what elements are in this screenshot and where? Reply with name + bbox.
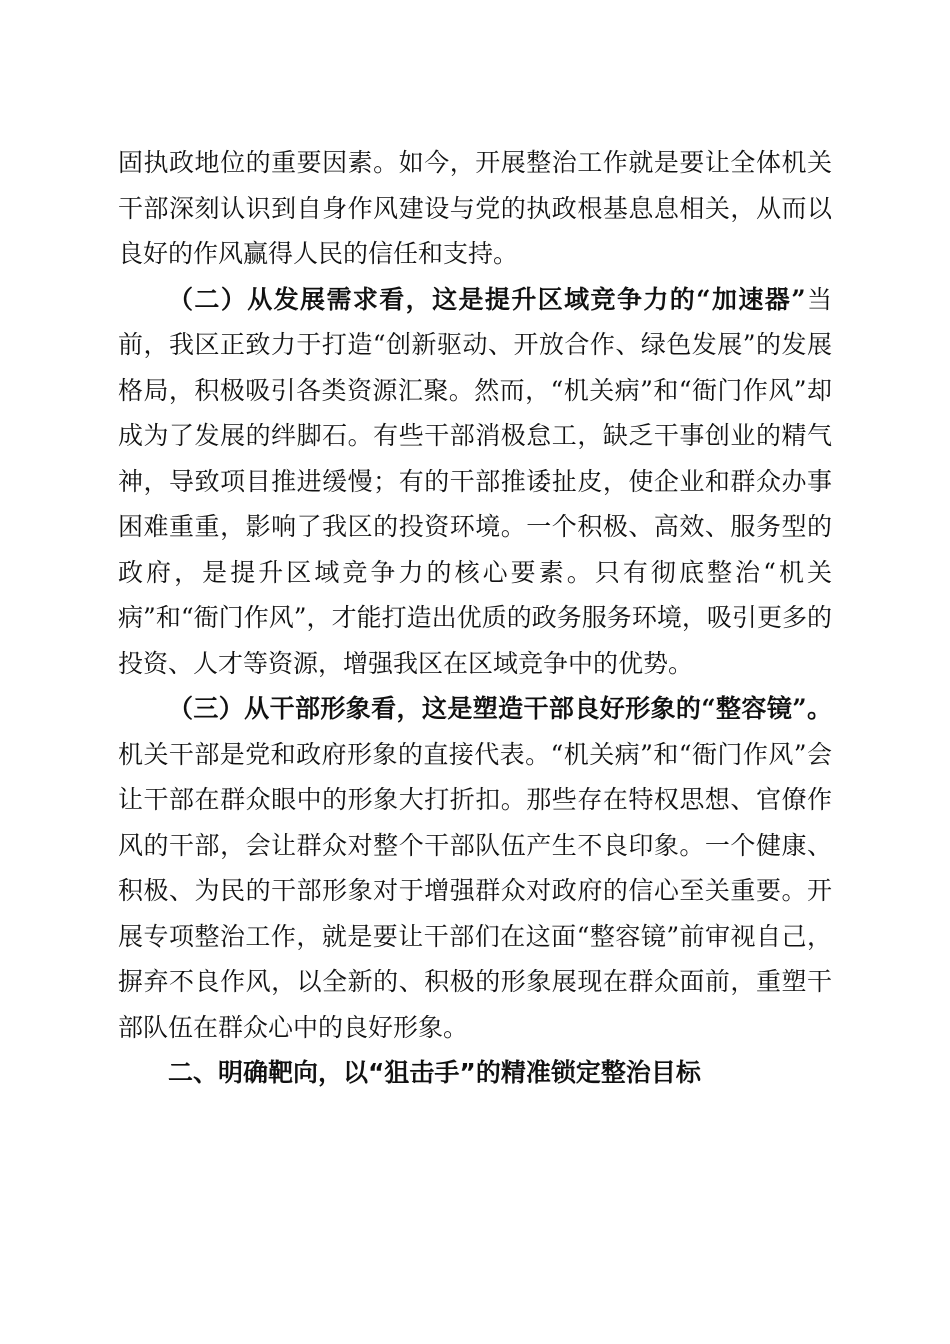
subheading-development-needs: （二）从发展需求看，这是提升区域竞争力的“加速器”	[168, 284, 806, 314]
section-heading: 二、明确靶向，以“狙击手”的精准锁定整治目标	[168, 1058, 701, 1087]
paragraph-text: 固执政地位的重要因素。如今，开展整治工作就是要让全体机关干部深刻认识到自身作风建设与党的执政根基息息相关，从而以良好的作风赢得人民的信任和支持。	[118, 148, 832, 268]
paragraph-text: 当前，我区正致力于打造“创新驱动、开放合作、绿色发展”的发展格局，积极吸引各类资源汇聚。然而，“机关病”和“衙门作风”却成为了发展的绊脚石。有些干部消极怠工，缺乏干事创业的精气神，导致项目推进缓慢；有的干部推诿扯皮，使企业和群众办事困难重重，影响了我区的投资环境。一个积极、高效、服务型的政府，是提升区域竞争力的核心要素。只有彻底整治“机关病”和“衙门作风”，才能打造出优质的政务服务环境，吸引更多的投资、人才等资源，增强我区在区域竞争中的优势。	[118, 284, 832, 678]
subheading-cadre-image: （三）从干部形象看，这是塑造干部良好形象的“整容镜”。	[168, 694, 832, 723]
paragraph-text: 机关干部是党和政府形象的直接代表。“机关病”和“衙门作风”会让干部在群众眼中的形象大打折扣。那些存在特权思想、官僚作风的干部，会让群众对整个干部队伍产生不良印象。一个健康、积极、为民的干部形象对于增强群众对政府的信心至关重要。开展专项整治工作，就是要让干部们在这面“整容镜”前审视自己，摒弃不良作风，以全新的、积极的形象展现在群众面前，重塑干部队伍在群众心中的良好形象。	[118, 739, 832, 1042]
document-page	[118, 140, 832, 1096]
paragraph-development-needs	[118, 277, 832, 687]
paragraph-continuation	[118, 140, 832, 277]
paragraph-cadre-image	[118, 686, 832, 1050]
